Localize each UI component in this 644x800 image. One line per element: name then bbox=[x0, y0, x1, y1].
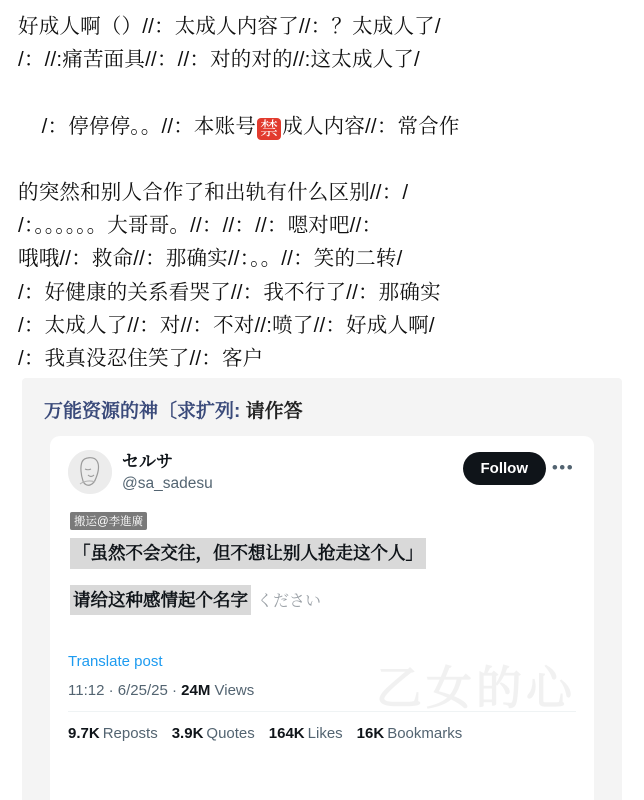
stat-quotes-label: Quotes bbox=[206, 724, 255, 742]
comment-line: /：太成人了//：对//：不对//:喷了//：好成人啊/ bbox=[18, 313, 435, 337]
watermark: 乙女的心 bbox=[376, 662, 576, 714]
stat-reposts-count: 9.7K bbox=[68, 724, 100, 742]
tweet-author[interactable] bbox=[122, 450, 463, 494]
comment-text-block bbox=[0, 0, 644, 379]
tweet-text-line-1: 「虽然不会交往，但不想让别人抢走这个人」 bbox=[70, 538, 426, 568]
follow-button[interactable]: Follow bbox=[463, 452, 547, 485]
embedded-card bbox=[22, 378, 622, 800]
comment-line: 哦哦//：救命//：那确实//：。。//：笑的二转/ bbox=[18, 247, 403, 271]
views-label: Views bbox=[214, 681, 255, 699]
stat-bookmarks[interactable] bbox=[357, 725, 463, 742]
comment-line: /：。。。。。。大哥哥。//：//：//：嗯对吧//： bbox=[18, 214, 383, 238]
ban-badge: 禁 bbox=[257, 118, 281, 140]
stat-likes-label: Likes bbox=[307, 724, 343, 742]
tweet-body bbox=[68, 512, 576, 615]
source-tag: 搬运@李進廣 bbox=[70, 512, 147, 530]
comment-line: /：好健康的关系看哭了//：我不行了//：那确实 bbox=[18, 280, 441, 304]
comment-line-part: /：停停停。。//：本账号 bbox=[41, 114, 257, 138]
stat-likes-count: 164K bbox=[268, 724, 305, 742]
avatar[interactable] bbox=[68, 450, 112, 494]
more-dots-icon[interactable]: ••• bbox=[551, 458, 575, 477]
stat-bookmarks-label: Bookmarks bbox=[387, 724, 463, 742]
card-header-main: 万能资源的神〔求扩列: bbox=[44, 401, 241, 422]
tweet-header-row bbox=[68, 450, 576, 494]
stat-bookmarks-count: 16K bbox=[356, 724, 385, 742]
comment-line: 好成人啊（）//：太成人内容了//：？太成人了/ bbox=[18, 15, 441, 38]
comment-line: /：我真没忍住笑了//：客户 bbox=[18, 347, 264, 371]
comment-line-part: 成人内容//：常合作 bbox=[282, 114, 460, 138]
stat-reposts-label: Reposts bbox=[102, 724, 158, 742]
views-count: 24M bbox=[181, 681, 211, 699]
tweet-meta-row bbox=[68, 682, 576, 699]
tweet-text-line-2: 请给这种感情起个名字 bbox=[70, 585, 251, 615]
comment-line: /：//:痛苦面具//：//：对的对的//:这太成人了/ bbox=[18, 48, 420, 72]
stat-quotes[interactable] bbox=[172, 725, 255, 742]
handle: @sa_sadesu bbox=[122, 475, 213, 493]
stat-likes[interactable] bbox=[269, 725, 343, 742]
card-header-tail: 请作答 bbox=[245, 401, 303, 422]
display-name: セルサ bbox=[122, 452, 173, 471]
stat-reposts[interactable] bbox=[68, 725, 158, 742]
translate-post-link[interactable]: Translate post bbox=[68, 652, 163, 670]
tweet-panel bbox=[50, 436, 594, 800]
tweet-stats-row bbox=[68, 725, 576, 742]
card-header bbox=[22, 378, 622, 429]
furigana-text: ください bbox=[257, 592, 322, 610]
stat-quotes-count: 3.9K bbox=[171, 724, 204, 742]
comment-line-with-badge bbox=[18, 76, 626, 176]
stats-divider bbox=[68, 711, 576, 712]
tweet-timestamp: 11:12 · 6/25/25 · bbox=[68, 681, 177, 699]
comment-line: 的突然和别人合作了和出轨有什么区别//：/ bbox=[18, 181, 409, 205]
